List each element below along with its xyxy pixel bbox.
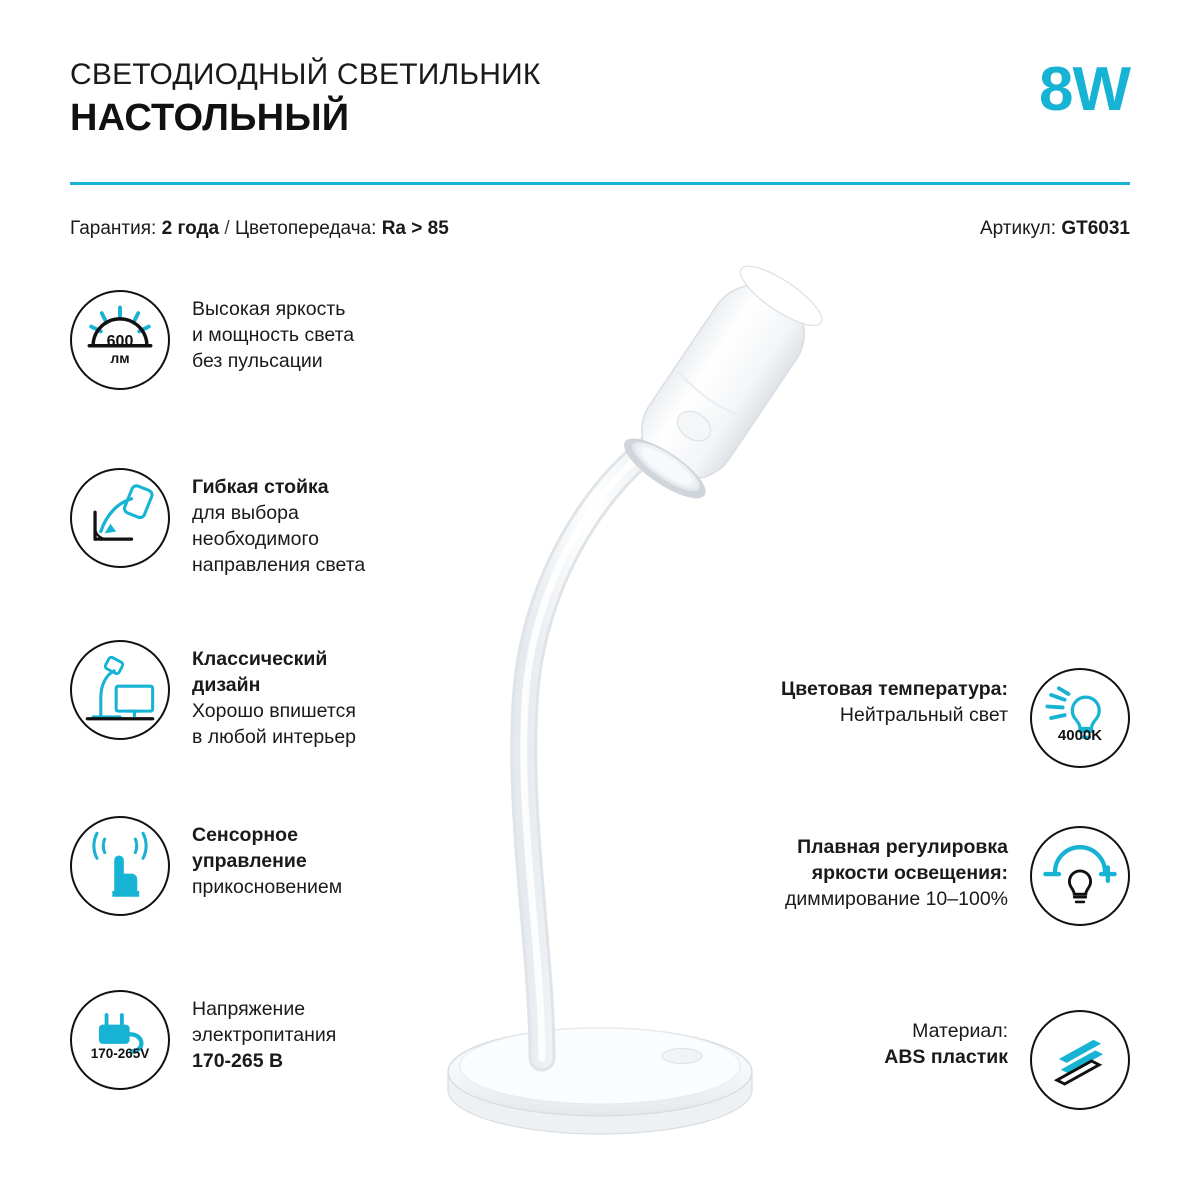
feature-brightness — [70, 290, 354, 390]
feature-classic-design-text — [192, 640, 356, 750]
color-temperature-bulb-icon — [1030, 668, 1130, 768]
header-divider — [70, 182, 1130, 185]
text-line: Нейтральный свет — [839, 704, 1008, 726]
feature-material-text — [884, 1010, 1008, 1070]
text-line: Материал: — [912, 1020, 1008, 1042]
text-line: яркости освещения: — [811, 862, 1008, 884]
sku — [980, 218, 1130, 240]
feature-classic-design — [70, 640, 356, 750]
feature-color-temperature — [781, 668, 1130, 768]
text-line: 170-265 В — [192, 1050, 284, 1072]
warranty-label: Гарантия: — [70, 218, 157, 239]
text-line: Классический — [192, 648, 328, 670]
flexible-arm-icon — [70, 468, 170, 568]
text-line: в любой интерьер — [192, 726, 357, 748]
feature-brightness-text — [192, 290, 354, 374]
feature-voltage-text — [192, 990, 336, 1074]
feature-touch-control-text — [192, 816, 342, 900]
lumen-badge-caption: 600 лм — [106, 333, 134, 366]
page-title-line1: СВЕТОДИОДНЫЙ СВЕТИЛЬНИК — [70, 58, 541, 91]
sku-value: GT6031 — [1061, 218, 1130, 239]
text-line: Высокая яркость — [192, 298, 346, 320]
feature-flexible-stand-text — [192, 468, 365, 578]
lumen-sun-icon — [70, 290, 170, 390]
text-line: и мощность света — [192, 324, 355, 346]
text-line: дизайн — [192, 674, 261, 696]
feature-material — [884, 1010, 1130, 1110]
touch-hand-icon — [70, 816, 170, 916]
voltage-badge-caption: 170-265V — [90, 1046, 150, 1061]
feature-touch-control — [70, 816, 342, 916]
feature-color-temperature-text — [781, 668, 1008, 728]
desk-lamp-monitor-icon — [70, 640, 170, 740]
dimming-bulb-icon — [1030, 826, 1130, 926]
feature-voltage — [70, 990, 336, 1090]
text-line: Хорошо впишется — [192, 700, 356, 722]
feature-flexible-stand — [70, 468, 365, 578]
feature-dimming — [785, 826, 1130, 926]
text-line: управление — [192, 850, 307, 872]
text-line: необходимого — [192, 528, 319, 550]
text-line: электропитания — [192, 1024, 337, 1046]
warranty-value: 2 года — [161, 218, 220, 239]
feature-dimming-text — [785, 826, 1008, 912]
text-line: прикосновением — [192, 876, 343, 898]
text-line: Напряжение — [192, 998, 306, 1020]
text-line: без пульсации — [192, 350, 323, 372]
power-plug-icon — [70, 990, 170, 1090]
text-line: ABS пластик — [884, 1046, 1008, 1068]
text-line: Сенсорное — [192, 824, 298, 846]
text-line: для выбора — [192, 502, 299, 524]
cri-value: Ra > 85 — [381, 218, 449, 239]
wattage-badge: 8W — [1039, 55, 1130, 124]
subheader-separator: / — [224, 218, 230, 239]
text-line: направления света — [192, 554, 366, 576]
cct-badge-caption: 4000K — [1057, 727, 1103, 744]
header — [70, 55, 1130, 141]
sku-label: Артикул: — [979, 218, 1057, 239]
text-line: Гибкая стойка — [192, 476, 329, 498]
cri-label: Цветопередача: — [234, 218, 377, 239]
text-line: Плавная регулировка — [797, 836, 1008, 858]
text-line: диммирование 10–100% — [785, 888, 1008, 910]
spec-subheader — [70, 218, 1130, 240]
text-line: Цветовая температура: — [781, 678, 1008, 700]
material-layers-icon — [1030, 1010, 1130, 1110]
page-title-line2: НАСТОЛЬНЫЙ — [70, 97, 350, 139]
